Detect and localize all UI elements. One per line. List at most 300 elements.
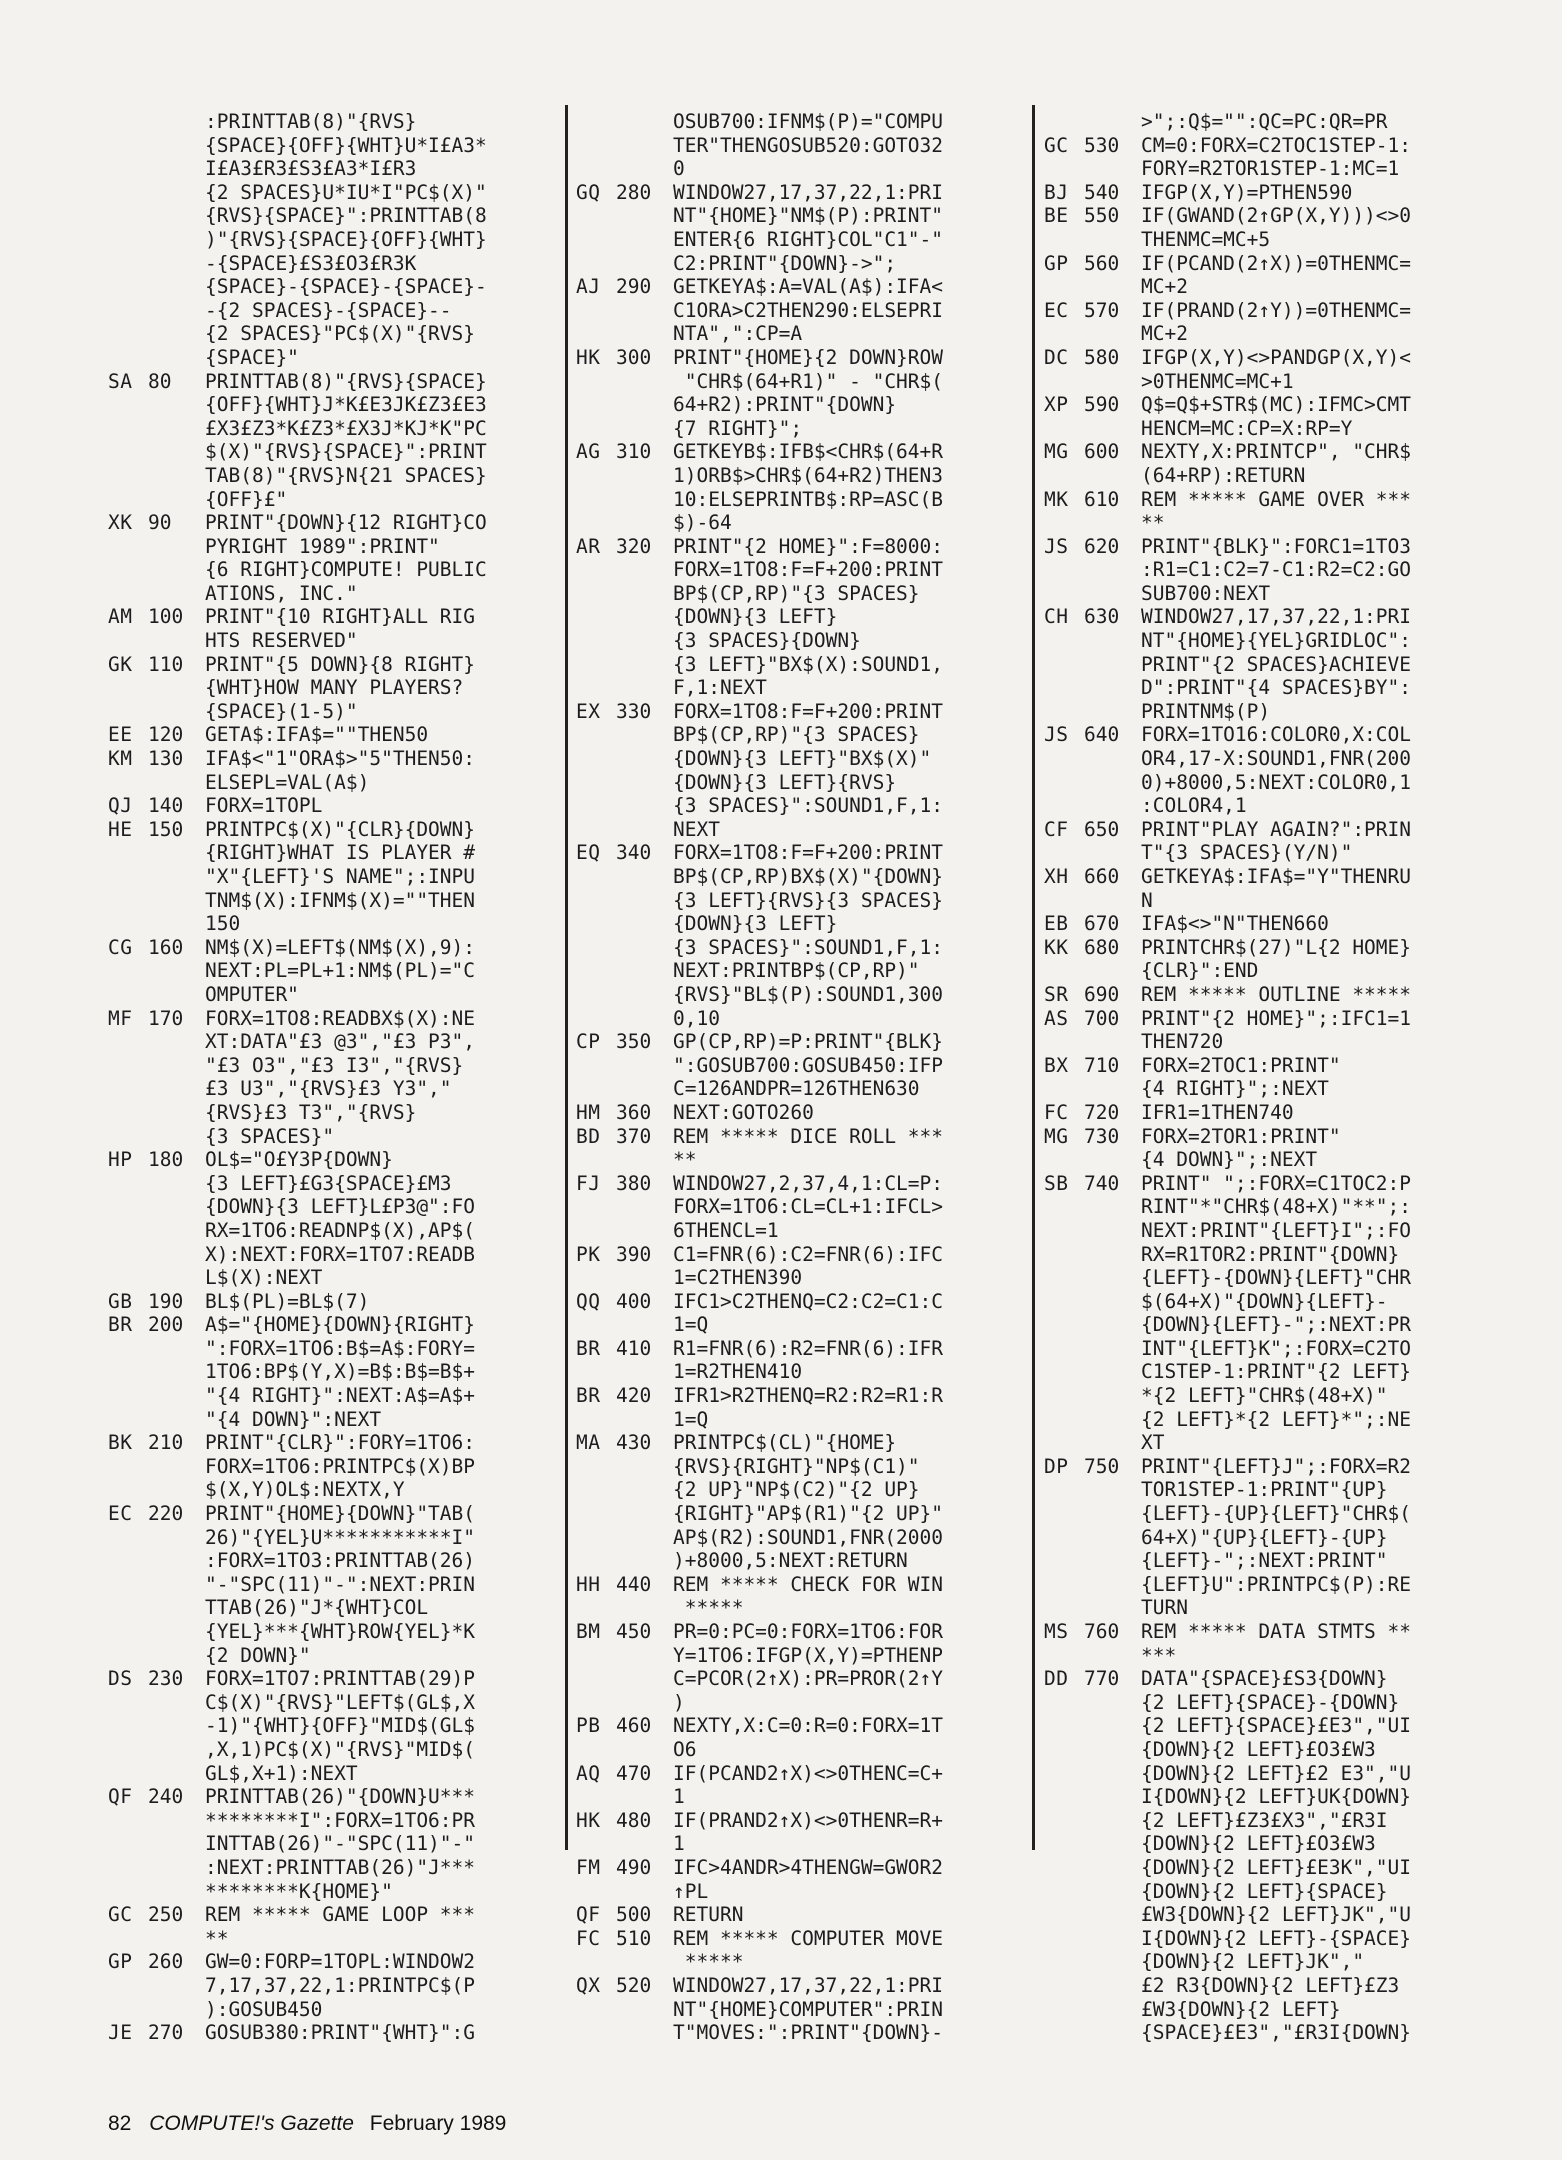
line-number: 400 (616, 1289, 652, 1313)
code-text: PRINTPC$(X)"{CLR}{DOWN} (205, 817, 476, 841)
checksum-label: HE (108, 817, 133, 841)
checksum-label: BR (576, 1384, 601, 1408)
code-line (108, 818, 484, 842)
code-text: IF(PCAND(2↑X))=0THENMC= (1141, 251, 1412, 275)
code-text: $(X)"{RVS}{SPACE}":PRINT (205, 440, 487, 464)
code-line (108, 841, 484, 865)
code-line (576, 1691, 952, 1715)
code-line (576, 582, 952, 606)
code-text: MC+2 (1141, 322, 1188, 346)
code-text: >";:Q$="":QC=PC:QR=PR (1141, 110, 1388, 133)
code-text: FORX=1TO7:PRINTTAB(29)P (205, 1667, 476, 1691)
code-line (1044, 1243, 1420, 1267)
code-line (576, 1809, 952, 1833)
code-line (576, 1832, 952, 1856)
code-line (1044, 157, 1420, 181)
code-text: ):GOSUB450 (205, 1997, 323, 2021)
code-text: REM ***** CHECK FOR WIN (673, 1572, 944, 1596)
code-line (1044, 605, 1420, 629)
code-text: {4 RIGHT}";:NEXT (1141, 1077, 1329, 1101)
code-text: PRINT" ";:FORX=C1TOC2:P (1141, 1171, 1412, 1195)
code-text: TER"THENGOSUB520:GOTO32 (673, 133, 944, 157)
code-line (1044, 558, 1420, 582)
code-line (108, 1762, 484, 1786)
code-line (108, 1077, 484, 1101)
code-text: {DOWN}{2 LEFT}£E3K","UI (1141, 1855, 1412, 1879)
code-line (108, 912, 484, 936)
code-text: GP(CP,RP)=P:PRINT"{BLK} (673, 1030, 944, 1054)
code-text: {2 LEFT}{SPACE}-{DOWN} (1141, 1690, 1400, 1714)
code-text: ***** (673, 1596, 744, 1620)
checksum-label: SB (1044, 1171, 1069, 1195)
code-line (576, 464, 952, 488)
code-text: 1=C2THEN390 (673, 1266, 803, 1290)
code-line (108, 299, 484, 323)
code-line (108, 629, 484, 653)
checksum-label: BK (108, 1431, 133, 1455)
code-text: -{SPACE}£S3£O3£R3K (205, 251, 417, 275)
code-line (1044, 2021, 1420, 2045)
checksum-label: EC (108, 1502, 133, 1526)
checksum-label: PB (576, 1714, 601, 1738)
checksum-label: JE (108, 2021, 133, 2045)
code-line (1044, 204, 1420, 228)
code-text: :FORX=1TO3:PRINTTAB(26) (205, 1549, 476, 1573)
code-text: FORX=2TOR1:PRINT" (1141, 1124, 1341, 1148)
code-line (1044, 1832, 1420, 1856)
code-line (576, 1007, 952, 1031)
code-line (1044, 1903, 1420, 1927)
line-number: 510 (616, 1926, 652, 1950)
code-line (108, 936, 484, 960)
code-text: PRINTTAB(8)"{RVS}{SPACE} (205, 369, 487, 393)
code-text: {DOWN}{2 LEFT}£O3£W3 (1141, 1737, 1376, 1761)
code-line (108, 1360, 484, 1384)
code-text: {WHT}HOW MANY PLAYERS? (205, 676, 464, 700)
code-text: FORY=R2TOR1STEP-1:MC=1 (1141, 157, 1400, 181)
line-number: 540 (1084, 180, 1120, 204)
code-text: C1STEP-1:PRINT"{2 LEFT} (1141, 1360, 1412, 1384)
code-text: {YEL}***{WHT}ROW{YEL}*K (205, 1620, 476, 1643)
checksum-label: XH (1044, 865, 1069, 888)
code-line (108, 1785, 484, 1809)
code-text: ":GOSUB700:GOSUB450:IFP (673, 1053, 944, 1077)
code-line (576, 1950, 952, 1974)
code-text: {LEFT}-{UP}{LEFT}"CHR$( (1141, 1502, 1412, 1526)
code-text: BP$(CP,RP)"{3 SPACES} (673, 581, 920, 605)
checksum-label: SA (108, 369, 133, 393)
code-line (108, 1927, 484, 1951)
code-line (1044, 629, 1420, 653)
code-line (576, 558, 952, 582)
line-number: 270 (148, 2021, 184, 2045)
code-line (576, 747, 952, 771)
code-line (1044, 1644, 1420, 1668)
code-line (576, 1998, 952, 2022)
code-text: GETKEYA$:A=VAL(A$):IFA< (673, 275, 944, 299)
code-line (108, 511, 487, 535)
code-line (108, 865, 484, 889)
code-text: L$(X):NEXT (205, 1266, 323, 1290)
code-text: 1 (673, 1785, 685, 1809)
code-text: {DOWN}{3 LEFT} (673, 605, 838, 629)
code-line (1044, 1054, 1420, 1078)
code-line (1044, 700, 1420, 724)
code-text: *** (1141, 1643, 1177, 1667)
code-text: {DOWN}{3 LEFT}{RVS} (673, 770, 897, 794)
code-text: :R1=C1:C2=7-C1:R2=C2:GO (1141, 558, 1412, 582)
code-text: £X3£Z3*K£Z3*£X3J*KJ*K"PC (205, 416, 487, 440)
code-text: HTS RESERVED" (205, 629, 358, 653)
code-line (576, 1856, 952, 1880)
code-line (108, 983, 484, 1007)
checksum-label: XP (1044, 393, 1069, 417)
code-text: ELSEPL=VAL(A$) (205, 770, 370, 794)
listing-column-2 (576, 110, 952, 2045)
code-line (108, 1290, 484, 1314)
code-text: I{DOWN}{2 LEFT}UK{DOWN} (1141, 1785, 1412, 1809)
code-line (576, 1408, 952, 1432)
code-text: {3 LEFT}"BX$(X):SOUND1, (673, 652, 944, 676)
code-text: {6 RIGHT}COMPUTE! PUBLIC (205, 558, 487, 582)
code-text: $(X,Y)OL$:NEXTX,Y (205, 1478, 405, 1502)
code-line (108, 110, 484, 134)
code-line (108, 1007, 484, 1031)
code-text: ***** (673, 1950, 744, 1974)
code-line (576, 440, 952, 464)
code-line (576, 299, 952, 323)
code-line (1044, 1360, 1420, 1384)
code-text: "X"{LEFT}'S NAME";:INPU (205, 865, 476, 888)
code-line (108, 582, 484, 606)
code-text: PYRIGHT 1989":PRINT" (205, 534, 440, 558)
code-text: I£A3£R3£S3£A3*I£R3 (205, 157, 417, 181)
code-text: IF(GWAND(2↑GP(X,Y)))<>0 (1141, 204, 1412, 228)
code-line (108, 1998, 484, 2022)
code-text: "{4 DOWN}":NEXT (205, 1407, 382, 1431)
code-line (1044, 1809, 1420, 1833)
code-line (108, 959, 484, 983)
code-text: OL$="O£Y3P{DOWN} (205, 1148, 393, 1172)
code-line (1044, 983, 1420, 1007)
code-text: PRINT"{10 RIGHT}ALL RIG (205, 605, 476, 629)
code-text: TAB(8)"{RVS}N{21 SPACES} (205, 463, 487, 487)
code-text: T"{3 SPACES}(Y/N)" (1141, 841, 1353, 865)
code-text: FORX=2TOC1:PRINT" (1141, 1053, 1341, 1077)
code-line (576, 1054, 952, 1078)
line-number: 100 (148, 605, 184, 629)
line-number: 210 (148, 1431, 184, 1455)
code-line (576, 535, 952, 559)
code-text: NM$(X)=LEFT$(NM$(X),9): (205, 935, 476, 959)
line-number: 290 (616, 275, 652, 299)
line-number: 330 (616, 699, 652, 723)
checksum-label: AS (1044, 1006, 1069, 1030)
code-line (108, 558, 487, 582)
code-text: T"MOVES:":PRINT"{DOWN}- (673, 2021, 944, 2045)
code-text: ENTER{6 RIGHT}COL"C1"-" (673, 227, 944, 251)
code-line (1044, 1526, 1420, 1550)
line-number: 670 (1084, 912, 1120, 936)
code-text: XT (1141, 1431, 1165, 1455)
code-line (576, 134, 952, 158)
code-line (1044, 794, 1420, 818)
code-text: BP$(CP,RP)BX$(X)"{DOWN} (673, 865, 944, 888)
code-line (576, 1927, 952, 1951)
code-text: {4 DOWN}";:NEXT (1141, 1148, 1318, 1172)
code-line (576, 1620, 952, 1644)
checksum-label: JS (1044, 723, 1069, 747)
line-number: 650 (1084, 817, 1120, 841)
line-number: 530 (1084, 133, 1120, 157)
code-text: FORX=1TO8:READBX$(X):NE (205, 1006, 476, 1030)
code-text: Q$=Q$+STR$(MC):IFMC>CMT (1141, 393, 1412, 417)
code-text: {DOWN}{2 LEFT}{SPACE} (1141, 1879, 1388, 1903)
code-line (1044, 1290, 1420, 1314)
code-text: GL$,X+1):NEXT (205, 1761, 358, 1785)
checksum-label: EE (108, 723, 133, 747)
column-divider (1032, 105, 1035, 1850)
line-number: 600 (1084, 440, 1120, 464)
code-line (1044, 1384, 1420, 1408)
checksum-label: QF (108, 1785, 133, 1809)
line-number: 260 (148, 1950, 184, 1974)
code-line (1044, 252, 1420, 276)
code-line (576, 417, 952, 441)
code-line (108, 1101, 484, 1125)
line-number: 630 (1084, 605, 1120, 629)
code-text: RINT"*"CHR$(48+X)"**";: (1141, 1195, 1412, 1219)
code-line (108, 180, 487, 205)
checksum-label: GP (1044, 251, 1069, 275)
code-line (108, 1195, 484, 1219)
code-text: IFC>4ANDR>4THENGW=GWOR2 (673, 1855, 944, 1879)
code-line (108, 1478, 484, 1502)
code-line (1044, 676, 1420, 700)
code-text: IFGP(X,Y)<>PANDGP(X,Y)< (1141, 345, 1412, 369)
code-text: {RIGHT}WHAT IS PLAYER # (205, 841, 476, 865)
checksum-label: BX (1044, 1053, 1069, 1077)
code-line (108, 700, 484, 724)
line-number: 610 (1084, 487, 1120, 511)
checksum-label: CG (108, 935, 133, 959)
code-line (1044, 653, 1420, 677)
line-number: 620 (1084, 534, 1120, 558)
checksum-label: QQ (576, 1289, 601, 1313)
code-line (576, 1596, 952, 1620)
code-text: PRINT"PLAY AGAIN?":PRIN (1141, 817, 1412, 841)
line-number: 410 (616, 1336, 652, 1360)
code-line (576, 818, 952, 842)
line-number: 720 (1084, 1100, 1120, 1124)
code-line (576, 1644, 952, 1668)
code-line (108, 346, 484, 370)
code-text: FORX=1TO6:CL=CL+1:IFCL> (673, 1195, 944, 1219)
checksum-label: BR (108, 1313, 133, 1337)
code-text: NT"{HOME}COMPUTER":PRIN (673, 1997, 944, 2021)
code-line (1044, 747, 1420, 771)
code-line (576, 1880, 952, 1904)
line-number: 560 (1084, 251, 1120, 275)
code-text: BP$(CP,RP)"{3 SPACES} (673, 723, 920, 747)
code-line (576, 1903, 952, 1927)
code-line (108, 1880, 484, 1904)
code-line (1044, 1974, 1420, 1998)
code-line (576, 1101, 952, 1125)
code-text: 0 (673, 157, 685, 181)
code-text: INTTAB(26)"-"SPC(11)"-" (205, 1832, 476, 1856)
checksum-label: FC (576, 1926, 601, 1950)
code-text: NEXT (673, 817, 720, 841)
code-text: {2 LEFT}{SPACE}£E3","UI (1141, 1714, 1412, 1738)
code-text: {SPACE}£E3","£R3I{DOWN} (1141, 2021, 1412, 2045)
code-text: 1)ORB$>CHR$(64+R2)THEN3 (673, 463, 944, 487)
code-line (576, 771, 952, 795)
checksum-label: MF (108, 1006, 133, 1030)
code-text: ,X,1)PC$(X)"{RVS}"MID$( (205, 1737, 476, 1761)
code-text: 1TO6:BP$(Y,X)=B$:B$=B$+ (205, 1360, 476, 1384)
code-line (576, 1738, 952, 1762)
code-line (108, 322, 484, 346)
code-line (108, 440, 487, 464)
code-text: BL$(PL)=BL$(7) (205, 1289, 370, 1313)
code-text: "CHR$(64+R1)" - "CHR$( (673, 369, 944, 393)
code-line (576, 393, 952, 417)
code-line (576, 346, 952, 370)
checksum-label: GC (108, 1903, 133, 1927)
code-line (1044, 771, 1420, 795)
code-text: {2 UP}"NP$(C2)"{2 UP} (673, 1478, 920, 1502)
code-text: {OFF}£" (205, 487, 288, 511)
line-number: 570 (1084, 298, 1120, 322)
code-text: {OFF}{WHT}J*K£E3JK£Z3£E3 (205, 393, 487, 417)
checksum-label: GC (1044, 133, 1069, 157)
code-text: GETKEYB$:IFB$<CHR$(64+R (673, 440, 944, 464)
code-line (1044, 1549, 1420, 1573)
code-line (576, 700, 952, 724)
code-line (108, 605, 484, 629)
code-line (576, 912, 952, 936)
code-line (576, 1549, 952, 1573)
code-text: {3 SPACES}":SOUND1,F,1: (673, 935, 944, 959)
code-line (1044, 889, 1420, 913)
code-line (108, 1691, 484, 1715)
code-text: 26)"{YEL}U***********I" (205, 1525, 476, 1549)
code-line (576, 1125, 952, 1149)
code-line (576, 723, 952, 747)
line-number: 230 (148, 1667, 184, 1691)
code-text: IFGP(X,Y)=PTHEN590 (1141, 180, 1353, 204)
code-line (1044, 818, 1420, 842)
code-line (1044, 1856, 1420, 1880)
code-line (108, 676, 484, 700)
code-line (1044, 511, 1420, 535)
code-line (1044, 110, 1420, 134)
code-text: PRINT"{BLK}":FORC1=1TO3 (1141, 534, 1412, 558)
checksum-label: XK (108, 511, 133, 535)
code-text: IF(PRAND(2↑Y))=0THENMC= (1141, 298, 1412, 322)
code-line (1044, 1172, 1420, 1196)
code-text: HENCM=MC:CP=X:RP=Y (1141, 416, 1353, 440)
code-text: {DOWN}{3 LEFT}"BX$(X)" (673, 747, 932, 771)
code-text: :COLOR4,1 (1141, 794, 1247, 818)
code-line (1044, 228, 1420, 252)
code-text: 0,10 (673, 1006, 720, 1030)
code-line (576, 1030, 952, 1054)
checksum-label: AJ (576, 275, 601, 299)
code-text: INT"{LEFT}K";:FORX=C2TO (1141, 1336, 1412, 1360)
code-line (1044, 1573, 1420, 1597)
code-text: IFA$<"1"ORA$>"5"THEN50: (205, 747, 476, 771)
line-number: 250 (148, 1903, 184, 1927)
code-text: FORX=1TO6:PRINTPC$(X)BP (205, 1454, 476, 1478)
code-text: IFA$<>"N"THEN660 (1141, 912, 1329, 936)
code-text: 64+X)"{UP}{LEFT}-{UP} (1141, 1525, 1388, 1549)
checksum-label: DD (1044, 1667, 1069, 1691)
checksum-label: EC (1044, 298, 1069, 322)
code-line (108, 1125, 484, 1149)
checksum-label: KM (108, 747, 133, 771)
code-text: $)-64 (673, 511, 732, 535)
code-line (576, 1337, 952, 1361)
checksum-label: MS (1044, 1620, 1069, 1643)
code-text: "£3 O3","£3 I3","{RVS} (205, 1053, 464, 1077)
code-line (576, 110, 952, 134)
code-text: {2 LEFT}£Z3£X3","£R3I (1141, 1808, 1388, 1832)
code-line (1044, 582, 1420, 606)
code-line (576, 1266, 952, 1290)
line-number: 450 (616, 1620, 652, 1643)
code-line (576, 228, 952, 252)
code-text: PRINT"{HOME}{DOWN}"TAB( (205, 1502, 476, 1526)
code-text: PRINT"{2 SPACES}ACHIEVE (1141, 652, 1412, 676)
code-text: £W3{DOWN}{2 LEFT} (1141, 1997, 1341, 2021)
line-number: 360 (616, 1100, 652, 1124)
code-text: {RVS}"BL$(P):SOUND1,300 (673, 982, 944, 1006)
code-line (576, 1077, 952, 1101)
code-text: -{2 SPACES}-{SPACE}-- (205, 298, 452, 322)
listing-column-1 (108, 110, 487, 2045)
line-number: 190 (148, 1289, 184, 1313)
code-line (108, 416, 487, 441)
code-text: 1=R2THEN410 (673, 1360, 803, 1384)
code-line (108, 1714, 484, 1738)
code-line (576, 983, 952, 1007)
code-text: PRINTCHR$(27)"L{2 HOME} (1141, 935, 1412, 959)
code-line (1044, 959, 1420, 983)
code-text: FORX=1TOPL (205, 794, 323, 818)
checksum-label: MK (1044, 487, 1069, 511)
code-line (1044, 1148, 1420, 1172)
code-text: {3 SPACES}":SOUND1,F,1: (673, 794, 944, 818)
code-text: O6 (673, 1737, 697, 1761)
code-text: FORX=1TO8:F=F+200:PRINT (673, 699, 944, 723)
code-line (108, 133, 487, 158)
checksum-label: FM (576, 1855, 601, 1879)
code-line (108, 1148, 484, 1172)
code-line (1044, 488, 1420, 512)
line-number: 440 (616, 1572, 652, 1596)
code-line (1044, 1030, 1420, 1054)
code-line (576, 1502, 952, 1526)
code-line (108, 1219, 484, 1243)
code-text: >0THENMC=MC+1 (1141, 369, 1294, 393)
code-text: {DOWN}{3 LEFT} (673, 912, 838, 936)
checksum-label: HK (576, 345, 601, 369)
code-line (1044, 1077, 1420, 1101)
code-line (108, 463, 487, 488)
code-text: 1 (673, 1832, 685, 1856)
